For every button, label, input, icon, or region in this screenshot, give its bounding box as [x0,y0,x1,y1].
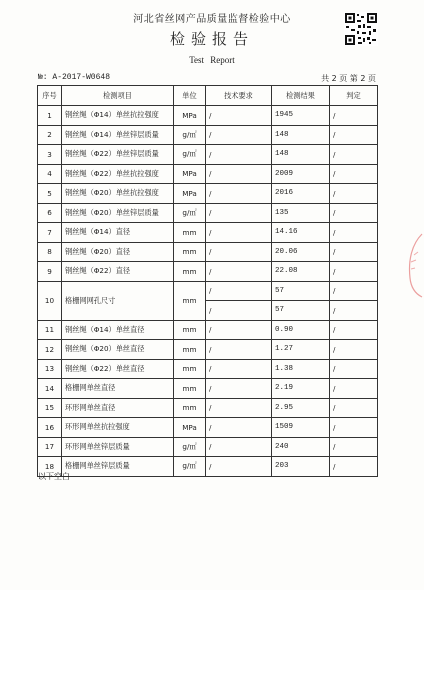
test-result: 2.95 [272,398,330,418]
technical-requirement: / [206,359,272,379]
test-result: 0.90 [272,320,330,340]
technical-requirement: / [206,164,272,184]
report-title: 检验报告 [169,30,254,48]
row-number: 17 [38,437,62,457]
verdict: / [330,184,378,204]
test-item: 钢丝绳（Φ20）直径 [62,242,174,262]
table-row [38,457,378,477]
test-result: 2016 [272,184,330,204]
test-item: 环形网单丝直径 [62,398,174,418]
row-number: 14 [38,379,62,399]
unit: g/㎡ [174,203,206,223]
unit: mm [174,359,206,379]
technical-requirement: / [206,242,272,262]
unit: mm [174,242,206,262]
unit: mm [174,320,206,340]
verdict: / [330,398,378,418]
technical-requirement: / [206,281,272,301]
test-item: 钢丝绳（Φ20）单丝抗拉强度 [62,184,174,204]
column-header: 检测结果 [272,86,330,106]
test-item: 钢丝绳（Φ22）单丝抗拉强度 [62,164,174,184]
verdict: / [330,340,378,360]
technical-requirement: / [206,418,272,438]
test-item: 环形网单丝锌层质量 [62,437,174,457]
verdict: / [330,379,378,399]
table-row [38,320,378,340]
unit: mm [174,262,206,282]
row-number: 16 [38,418,62,438]
technical-requirement: / [206,457,272,477]
table-row [38,203,378,223]
row-number: 9 [38,262,62,282]
verdict: / [330,145,378,165]
test-item: 钢丝绳（Φ14）直径 [62,223,174,243]
unit: MPa [174,106,206,126]
row-number: 2 [38,125,62,145]
verdict: / [330,262,378,282]
unit: g/㎡ [174,437,206,457]
test-result: 2009 [272,164,330,184]
table-row [38,418,378,438]
test-result: 20.06 [272,242,330,262]
technical-requirement: / [206,320,272,340]
verdict: / [330,320,378,340]
test-result: 1.27 [272,340,330,360]
table-row [38,398,378,418]
test-item: 钢丝绳（Φ22）单丝锌层质量 [62,145,174,165]
end-note: 以下空白 [38,472,70,481]
test-result: 240 [272,437,330,457]
table-row [38,281,378,301]
column-header: 单位 [174,86,206,106]
test-item: 格栅网网孔尺寸 [62,281,174,320]
test-result: 135 [272,203,330,223]
test-result: 148 [272,145,330,165]
test-item: 钢丝绳（Φ14）单丝直径 [62,320,174,340]
table-row [38,125,378,145]
technical-requirement: / [206,223,272,243]
table-row [38,262,378,282]
technical-requirement: / [206,262,272,282]
verdict: / [330,203,378,223]
column-header: 判定 [330,86,378,106]
test-item: 格栅网单丝直径 [62,379,174,399]
verdict: / [330,437,378,457]
technical-requirement: / [206,301,272,321]
verdict: / [330,106,378,126]
column-header: 检测项目 [62,86,174,106]
test-result: 57 [272,301,330,321]
unit: MPa [174,164,206,184]
verdict: / [330,242,378,262]
test-result: 2.19 [272,379,330,399]
test-item: 钢丝绳（Φ22）单丝直径 [62,359,174,379]
verdict: / [330,125,378,145]
verdict: / [330,359,378,379]
unit: mm [174,223,206,243]
table-row [38,242,378,262]
verdict: / [330,301,378,321]
row-number: 1 [38,106,62,126]
test-result: 1.38 [272,359,330,379]
row-number: 7 [38,223,62,243]
technical-requirement: / [206,340,272,360]
technical-requirement: / [206,379,272,399]
organization-name: 河北省丝网产品质量监督检验中心 [133,14,291,25]
technical-requirement: / [206,145,272,165]
verdict: / [330,164,378,184]
table-header-row [38,86,378,106]
technical-requirement: / [206,437,272,457]
results-table [37,85,378,477]
row-number: 6 [38,203,62,223]
report-subtitle: Test Report [189,55,235,65]
row-number: 3 [38,145,62,165]
verdict: / [330,418,378,438]
report-number: №: A-2017-W0648 [38,73,111,82]
unit: g/㎡ [174,145,206,165]
technical-requirement: / [206,203,272,223]
row-number: 5 [38,184,62,204]
unit: MPa [174,184,206,204]
unit: mm [174,281,206,320]
row-number: 18 [38,457,62,477]
page-info: 共 2 页 第 2 页 [321,74,376,83]
unit: mm [174,379,206,399]
row-number: 8 [38,242,62,262]
qr-code-icon [344,12,378,46]
official-stamp-icon [398,230,424,300]
row-number: 12 [38,340,62,360]
test-item: 钢丝绳（Φ20）单丝锌层质量 [62,203,174,223]
column-header: 技术要求 [206,86,272,106]
test-result: 57 [272,281,330,301]
test-result: 1509 [272,418,330,438]
technical-requirement: / [206,184,272,204]
test-result: 1945 [272,106,330,126]
column-header: 序号 [38,86,62,106]
row-number: 15 [38,398,62,418]
row-number: 13 [38,359,62,379]
test-result: 14.16 [272,223,330,243]
test-item: 钢丝绳（Φ14）单丝抗拉强度 [62,106,174,126]
unit: mm [174,398,206,418]
test-item: 钢丝绳（Φ22）直径 [62,262,174,282]
table-row [38,359,378,379]
test-item: 格栅网单丝锌层质量 [62,457,174,477]
verdict: / [330,281,378,301]
table-row [38,145,378,165]
unit: MPa [174,418,206,438]
test-result: 148 [272,125,330,145]
table-row [38,379,378,399]
table-row [38,223,378,243]
table-row [38,340,378,360]
test-item: 环形网单丝抗拉强度 [62,418,174,438]
test-item: 钢丝绳（Φ14）单丝锌层质量 [62,125,174,145]
table-row [38,164,378,184]
row-number: 4 [38,164,62,184]
unit: g/㎡ [174,125,206,145]
verdict: / [330,223,378,243]
table-row [38,106,378,126]
row-number: 11 [38,320,62,340]
technical-requirement: / [206,125,272,145]
unit: g/㎡ [174,457,206,477]
test-item: 钢丝绳（Φ20）单丝直径 [62,340,174,360]
row-number: 10 [38,281,62,320]
unit: mm [174,340,206,360]
table-row [38,437,378,457]
test-result: 22.08 [272,262,330,282]
verdict: / [330,457,378,477]
table-row [38,184,378,204]
technical-requirement: / [206,398,272,418]
test-result: 203 [272,457,330,477]
technical-requirement: / [206,106,272,126]
